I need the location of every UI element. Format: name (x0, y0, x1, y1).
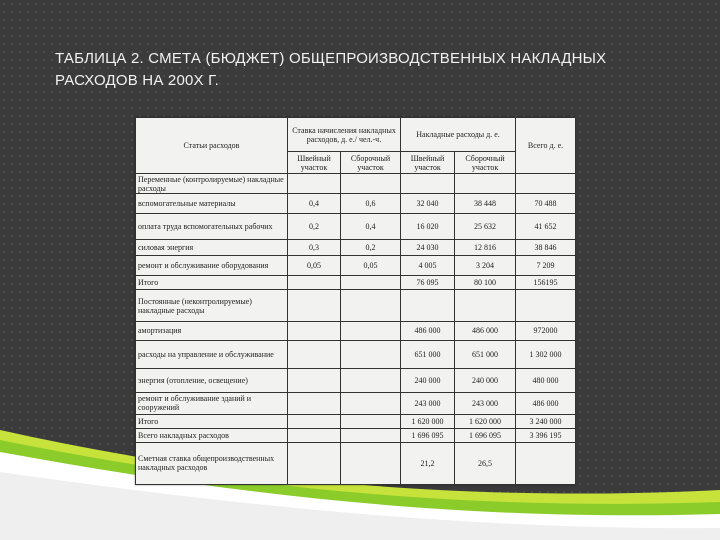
cost-sewing: 32 040 (401, 194, 455, 214)
variable-total-row (136, 276, 576, 290)
slide-title: ТАБЛИЦА 2. СМЕТА (БЮДЖЕТ) ОБЩЕПРОИЗВОДСТВЕННЫХ НАКЛАДНЫХ РАСХОДОВ НА 200Х Г. (55, 50, 607, 89)
row-name: вспомогательные материалы (136, 194, 288, 214)
rate-sewing: 0,2 (288, 214, 341, 240)
rate-assembly: 0,05 (341, 256, 401, 276)
cost-assembly: 80 100 (455, 276, 516, 290)
row-name: оплата труда вспомогательных рабочих (136, 214, 288, 240)
rate-assembly: 0,2 (341, 240, 401, 256)
cost-sewing: 240 000 (401, 368, 455, 392)
header-rate-group: Ставка начисления накладных расходов, д. е./ чел.-ч. (288, 118, 401, 152)
overhead-budget-table (135, 117, 576, 485)
row-name: амортизация (136, 322, 288, 340)
cost-assembly: 26,5 (455, 442, 516, 484)
table-row (136, 368, 576, 392)
cost-assembly: 3 204 (455, 256, 516, 276)
header-items: Статьи расходов (136, 118, 288, 174)
table-row (136, 194, 576, 214)
cost-assembly: 12 816 (455, 240, 516, 256)
cost-total: 3 396 195 (516, 428, 576, 442)
row-name: Итого (136, 414, 288, 428)
cost-assembly: 651 000 (455, 340, 516, 368)
rate-sewing: 0,05 (288, 256, 341, 276)
row-name: Сметная ставка общепроизводственных накладных расходов (136, 442, 288, 484)
section-fixed: Постоянные (неконтролируемые) накладные расходы (136, 290, 288, 322)
section-variable: Переменные (контролируемые) накладные расходы (136, 174, 288, 194)
cost-total: 972000 (516, 322, 576, 340)
header-assembly-rate: Сборочный участок (341, 152, 401, 174)
row-name: расходы на управление и обслуживание (136, 340, 288, 368)
cost-total: 3 240 000 (516, 414, 576, 428)
budget-table-image (135, 117, 575, 485)
cost-assembly: 25 632 (455, 214, 516, 240)
combined-rate-row (136, 442, 576, 484)
cost-sewing: 21,2 (401, 442, 455, 484)
cost-sewing: 243 000 (401, 392, 455, 414)
cost-sewing: 4 005 (401, 256, 455, 276)
rate-assembly: 0,4 (341, 214, 401, 240)
header-assembly-cost: Сборочный участок (455, 152, 516, 174)
row-name: энергия (отопление, освещение) (136, 368, 288, 392)
cost-assembly: 38 448 (455, 194, 516, 214)
cost-sewing: 486 000 (401, 322, 455, 340)
cost-assembly: 486 000 (455, 322, 516, 340)
header-total: Всего д. е. (516, 118, 576, 174)
table-row (136, 322, 576, 340)
header-sewing-cost: Швейный участок (401, 152, 455, 174)
cost-sewing: 24 030 (401, 240, 455, 256)
table-row (136, 392, 576, 414)
table-row (136, 214, 576, 240)
cost-assembly: 243 000 (455, 392, 516, 414)
row-name: силовая энергия (136, 240, 288, 256)
cost-sewing: 76 095 (401, 276, 455, 290)
table-row (136, 256, 576, 276)
table-row (136, 240, 576, 256)
cost-total: 41 652 (516, 214, 576, 240)
cost-total: 156195 (516, 276, 576, 290)
cost-assembly: 1 696 095 (455, 428, 516, 442)
row-name: ремонт и обслуживание зданий и сооружений (136, 392, 288, 414)
cost-assembly: 1 620 000 (455, 414, 516, 428)
cost-total: 7 209 (516, 256, 576, 276)
cost-sewing: 651 000 (401, 340, 455, 368)
cost-sewing: 1 696 095 (401, 428, 455, 442)
rate-sewing: 0,3 (288, 240, 341, 256)
cost-sewing: 16 020 (401, 214, 455, 240)
row-name: ремонт и обслуживание оборудования (136, 256, 288, 276)
cost-total: 1 302 000 (516, 340, 576, 368)
fixed-total-row (136, 414, 576, 428)
cost-sewing: 1 620 000 (401, 414, 455, 428)
rate-assembly: 0,6 (341, 194, 401, 214)
header-sewing-rate: Швейный участок (288, 152, 341, 174)
row-name: Всего накладных расходов (136, 428, 288, 442)
header-costs-group: Накладные расходы д. е. (401, 118, 516, 152)
table-row (136, 340, 576, 368)
cost-total: 38 846 (516, 240, 576, 256)
grand-total-row (136, 428, 576, 442)
cost-total: 480 000 (516, 368, 576, 392)
cost-total: 486 000 (516, 392, 576, 414)
rate-sewing: 0,4 (288, 194, 341, 214)
cost-assembly: 240 000 (455, 368, 516, 392)
row-name: Итого (136, 276, 288, 290)
cost-total: 70 488 (516, 194, 576, 214)
